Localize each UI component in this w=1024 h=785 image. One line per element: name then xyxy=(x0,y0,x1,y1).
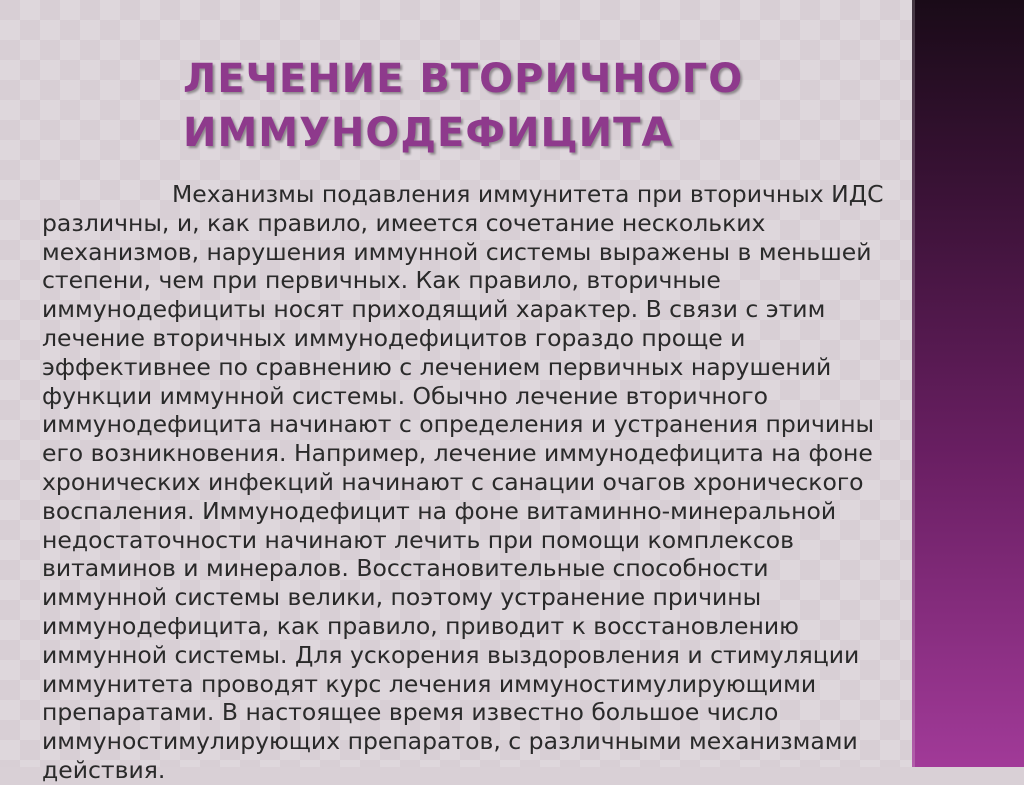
decorative-sidebar xyxy=(912,0,1024,767)
slide-title xyxy=(183,52,883,160)
slide-title-line-2: ИММУНОДЕФИЦИТА xyxy=(183,110,674,156)
slide-title-line-1: ЛЕЧЕНИЕ ВТОРИЧНОГО xyxy=(183,56,744,102)
slide-body-text: Механизмы подавления иммунитета при вторичных ИДС различны, и, как правило, имеется сочетание нескольких механизмов, нарушения иммунной системы выражены в меньшей степени, чем при первичных. Как правило, вторичные иммунодефициты носят приходящий характер. В связи с этим лечение вторичных иммунодефицитов гораздо проще и эффективнее по сравнению с лечением первичных нарушений функции иммунной системы. Обычно лечение вторичного иммунодефицита начинают с определения и устранения причины его возникновения. Например, лечение иммунодефицита на фоне хронических инфекций начинают с санации очагов хронического воспаления. Иммунодефицит на фоне витаминно-минеральной недостаточности начинают лечить при помощи комплексов витаминов и минералов. Восстановительные способности иммунной системы велики, поэтому устранение причины иммунодефицита, как правило, приводит к восстановлению иммунной системы. Для ускорения выздоровления и стимуляции иммунитета проводят курс лечения иммуностимулирующими препаратами. В настоящее время известно большое число иммуностимулирующих препаратов, с различными механизмами действия. xyxy=(42,180,884,784)
sidebar-edge xyxy=(912,0,915,767)
